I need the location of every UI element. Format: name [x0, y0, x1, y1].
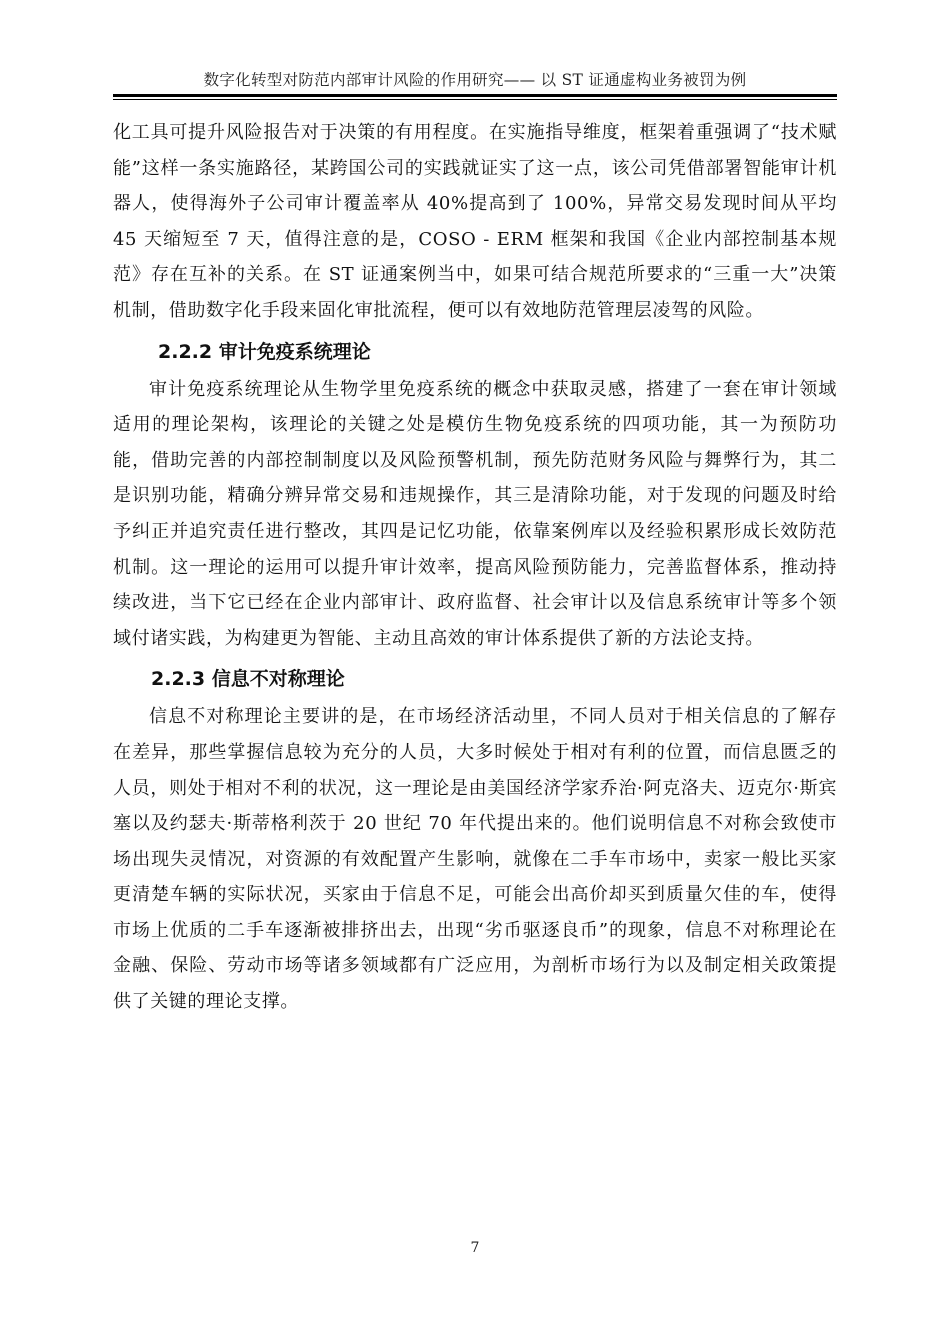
running-header: 数字化转型对防范内部审计风险的作用研究—— 以 ST 证通虚构业务被罚为例 — [203, 71, 747, 89]
page-body — [113, 115, 837, 1020]
section-heading: 2.2.3 信息不对称理论 — [151, 668, 345, 691]
header-rule-thick — [113, 94, 837, 97]
header-rule-thin — [113, 99, 837, 100]
page-number: 7 — [470, 1240, 480, 1256]
body-paragraph: 信息不对称理论主要讲的是，在市场经济活动里，不同人员对于相关信息的了解存在差异，那些掌握信息较为充分的人员，大多时候处于相对有利的位置，而信息匮乏的人员，则处于相对不利的状况，这一理论是由美国经济学家乔治·阿克洛夫、迈克尔·斯宾塞以及约瑟夫·斯蒂格利茨于 20 世纪 70 年代提出来的。他们说明信息不对称会致使市场出现失灵情况，对资源的有效配置产生影响，就像在二手车市场中，卖家一般比买家更清楚车辆的实际状况，买家由于信息不足，可能会出高价却买到质量欠佳的车，使得市场上优质的二手车逐渐被排挤出去，出现“劣币驱逐良币”的现象，信息不对称理论在金融、保险、劳动市场等诸多领域都有广泛应用，为剖析市场行为以及制定相关政策提供了关键的理论支撑。 — [113, 706, 837, 1013]
body-paragraph: 审计免疫系统理论从生物学里免疫系统的概念中获取灵感，搭建了一套在审计领域适用的理论架构，该理论的关键之处是模仿生物免疫系统的四项功能，其一为预防功能，借助完善的内部控制制度以及风险预警机制，预先防范财务风险与舞弊行为，其二是识别功能，精确分辨异常交易和违规操作，其三是清除功能，对于发现的问题及时给予纠正并追究责任进行整改，其四是记忆功能，依靠案例库以及经验积累形成长效防范机制。这一理论的运用可以提升审计效率，提高风险预防能力，完善监督体系，推动持续改进，当下它已经在企业内部审计、政府监督、社会审计以及信息系统审计等多个领域付诸实践，为构建更为智能、主动且高效的审计体系提供了新的方法论支持。 — [113, 378, 837, 649]
body-paragraph: 化工具可提升风险报告对于决策的有用程度。在实施指导维度，框架着重强调了“技术赋能”这样一条实施路径，某跨国公司的实践就证实了这一点，该公司凭借部署智能审计机器人，使得海外子公司审计覆盖率从 40%提高到了 100%，异常交易发现时间从平均 45 天缩短至 7 天，值得注意的是，COSO - ERM 框架和我国《企业内部控制基本规范》存在互补的关系。在 ST 证通案例当中，如果可结合规范所要求的“三重一大”决策机制，借助数字化手段来固化审批流程，便可以有效地防范管理层凌驾的风险。 — [113, 122, 837, 321]
section-heading: 2.2.2 审计免疫系统理论 — [158, 340, 371, 363]
